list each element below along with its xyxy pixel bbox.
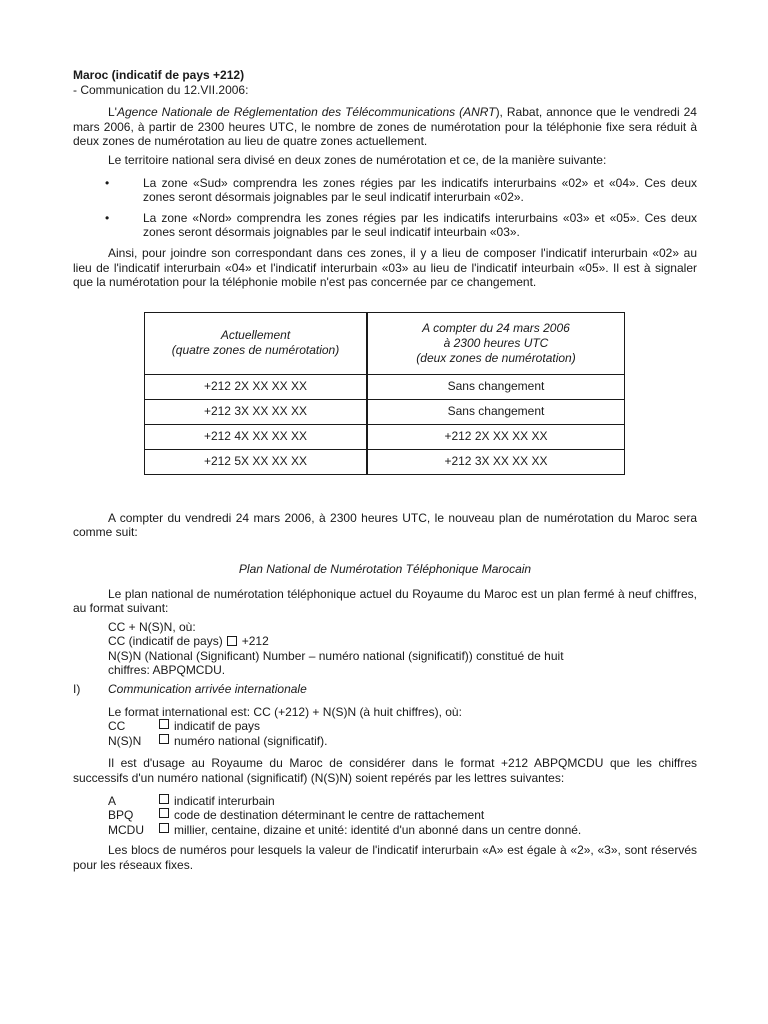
checkbox-icon — [159, 808, 169, 818]
checkbox-icon — [159, 794, 169, 804]
table-row — [145, 399, 625, 424]
definition-row — [108, 734, 697, 749]
table-row — [145, 374, 625, 399]
definition-key: BPQ — [108, 808, 134, 823]
header-new-line2: à 2300 heures UTC — [443, 335, 549, 350]
format-block — [73, 620, 697, 678]
cc-value: +212 — [241, 634, 269, 649]
header-new-line1: A compter du 24 mars 2006 — [422, 320, 570, 335]
definition-row — [108, 823, 697, 838]
format-line-3: N(S)N (National (Significant) Number – numéro national (significatif)) constitué de huit — [108, 648, 564, 663]
table-cell-new: Sans changement — [367, 374, 625, 399]
international-format: Le format international est: CC (+212) + N(S)N (à huit chiffres), où: — [108, 704, 462, 719]
bullet-icon: • — [105, 210, 110, 225]
definition-key: A — [108, 793, 117, 808]
checkbox-icon — [159, 823, 169, 833]
section-number: I) — [73, 682, 81, 697]
definition-value: numéro national (significatif). — [174, 733, 328, 748]
numbering-table — [144, 312, 625, 475]
checkbox-icon — [159, 719, 169, 729]
usage-paragraph: Il est d'usage au Royaume du Maroc de considérer dans le format +212 ABPQMCDU que les chiffres successifs d'un numéro national (significatif) (N(S)N) soient repérés par les lettres suivantes: — [73, 756, 697, 786]
definition-key: MCDU — [108, 822, 144, 837]
definition-row — [108, 719, 697, 734]
table-cell-current: +212 5X XX XX XX — [145, 449, 368, 474]
cc-label: CC (indicatif de pays) — [108, 634, 223, 649]
intro-paragraph — [73, 105, 697, 149]
zone-sud-text: La zone «Sud» comprendra les zones régies par les indicatifs interurbains «02» et «04». Ces deux zones seront désormais joignables par le seul indicatif interurbain «02». — [143, 175, 697, 205]
table-cell-new: +212 2X XX XX XX — [367, 424, 625, 449]
section-title: Communication arrivée internationale — [108, 682, 307, 697]
zone-list — [73, 176, 697, 240]
table-header-current — [145, 312, 368, 374]
agency-name: Agence Nationale de Réglementation des Télécommunications (ANRT — [116, 105, 496, 120]
table-row — [145, 424, 625, 449]
definition-key: N(S)N — [108, 733, 142, 748]
definition-value: indicatif de pays — [174, 719, 261, 734]
intro-prefix: L' — [108, 105, 117, 120]
table-header-new — [367, 312, 625, 374]
format-line-2 — [108, 634, 697, 649]
header-current-line1: Actuellement — [220, 328, 291, 343]
format-line-1: CC + N(S)N, où: — [108, 619, 196, 634]
header-current-line2: (quatre zones de numérotation) — [171, 343, 340, 358]
table-cell-new: Sans changement — [367, 399, 625, 424]
instructions-paragraph: Ainsi, pour joindre son correspondant dans ces zones, il y a lieu de composer l'indicatif interurbain «02» au lieu de l'indicatif interurbain «04» et l'indicatif interurbain «03» au lieu de l'indicatif inteurbain «05». Il est à signaler que la numérotation pour la téléphonie mobile n'est pas concernée par ce changement. — [73, 245, 697, 290]
bullet-icon: • — [105, 175, 110, 190]
table-header-row — [145, 312, 625, 374]
definition-row — [108, 808, 697, 823]
definition-value: code de destination déterminant le centre de rattachement — [174, 808, 485, 823]
table-cell-current: +212 3X XX XX XX — [145, 399, 368, 424]
section-heading — [73, 682, 697, 697]
checkbox-icon — [159, 734, 169, 744]
table-cell-current: +212 4X XX XX XX — [145, 424, 368, 449]
table-cell-new: +212 3X XX XX XX — [367, 449, 625, 474]
new-plan-paragraph: A compter du vendredi 24 mars 2006, à 2300 heures UTC, le nouveau plan de numérotation du Maroc sera comme suit: — [73, 510, 697, 540]
territory-paragraph: Le territoire national sera divisé en deux zones de numérotation et ce, de la manière suivante: — [108, 152, 607, 167]
format-line-4: chiffres: ABPQMCDU. — [108, 663, 226, 678]
zone-list-item-sud — [73, 176, 697, 205]
plan-heading: Plan National de Numérotation Téléphonique Marocain — [238, 561, 532, 576]
document-title: Maroc (indicatif de pays +212) — [73, 68, 245, 82]
letters-definition-block — [73, 794, 697, 838]
header-new-line3: (deux zones de numérotation) — [416, 350, 576, 365]
intro-rest: ), Rabat, annonce que le vendredi 24 mars 2006, à partir de 2300 heures UTC, le nombre de zones de numérotation pour la téléphonie fixe sera réduit à deux zones de numérotation au lieu de quatre zones actuellement. — [73, 105, 697, 149]
international-format-block — [73, 705, 697, 749]
definition-value: indicatif interurbain — [174, 793, 275, 808]
table-row — [145, 449, 625, 474]
zone-nord-text: La zone «Nord» comprendra les zones régies par les indicatifs interurbains «03» et «05». Ces deux zones seront désormais joignables par le seul indicatif inteurbain «03». — [143, 210, 697, 240]
definition-row — [108, 794, 697, 809]
table-cell-current: +212 2X XX XX XX — [145, 374, 368, 399]
plan-paragraph: Le plan national de numérotation téléphonique actuel du Royaume du Maroc est un plan fermé à neuf chiffres, au format suivant: — [73, 586, 697, 616]
zone-list-item-nord — [73, 211, 697, 240]
checkbox-icon — [227, 636, 237, 646]
document-page — [73, 68, 697, 873]
communication-date: - Communication du 12.VII.2006: — [73, 82, 249, 97]
definition-key: CC — [108, 719, 126, 734]
fixed-networks-paragraph: Les blocs de numéros pour lesquels la valeur de l'indicatif interurbain «A» est égale à «2», «3», sont réservés pour les réseaux fixes. — [73, 843, 697, 872]
definition-value: millier, centaine, dizaine et unité: identité d'un abonné dans un centre donné. — [174, 822, 582, 837]
